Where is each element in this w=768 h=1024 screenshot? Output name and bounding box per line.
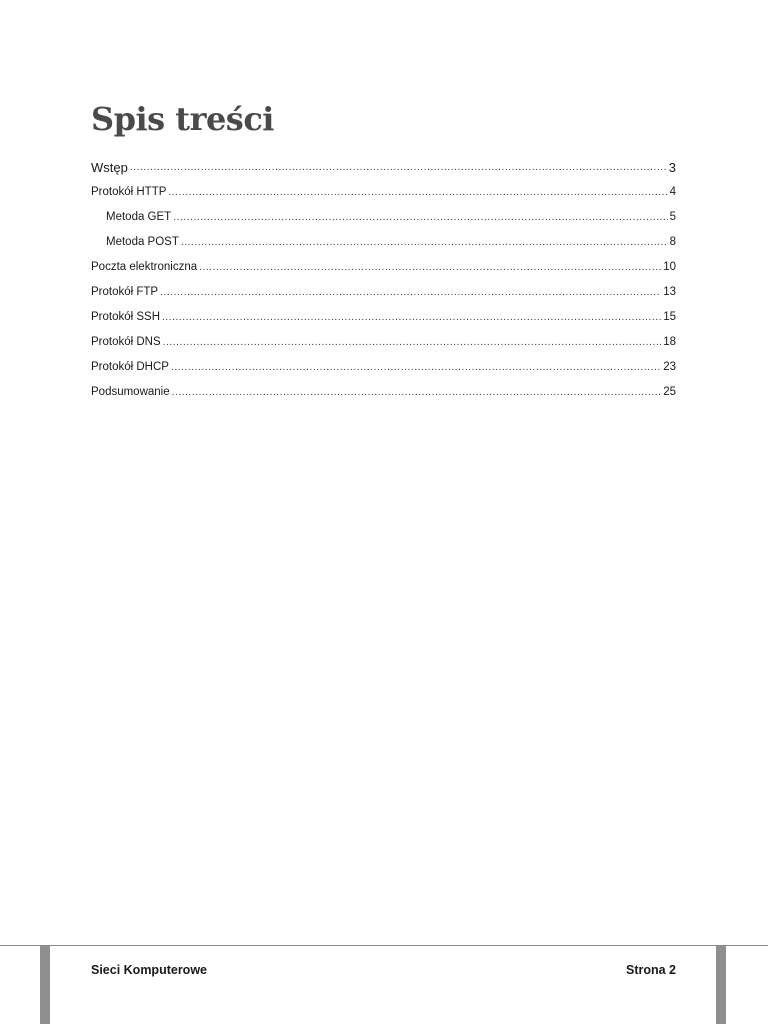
toc-page-number: 5	[669, 211, 676, 223]
footer-page-number: Strona 2	[625, 963, 676, 977]
toc-entry-protokol-ssh[interactable]	[91, 305, 676, 330]
toc-dot-leader	[168, 180, 667, 205]
toc-dot-leader	[199, 255, 661, 280]
toc-page-number: 3	[668, 160, 676, 175]
toc-dot-leader	[172, 380, 662, 405]
footer-document-title: Sieci Komputerowe	[91, 963, 207, 977]
toc-entry-poczta-elektroniczna[interactable]	[91, 255, 676, 280]
toc-entry-label: Protokół FTP	[91, 286, 159, 298]
toc-entry-label: Protokół DNS	[91, 336, 161, 348]
footer-divider	[0, 945, 768, 946]
toc-dot-leader	[163, 330, 662, 355]
toc-page-number: 4	[669, 186, 676, 198]
toc-entry-label: Metoda GET	[106, 211, 172, 223]
toc-entry-podsumowanie[interactable]	[91, 380, 676, 405]
toc-entry-protokol-dns[interactable]	[91, 330, 676, 355]
toc-entry-protokol-dhcp[interactable]	[91, 355, 676, 380]
toc-page-number: 13	[663, 286, 676, 298]
toc-entry-wstep[interactable]	[91, 155, 676, 180]
toc-page-number: 10	[663, 261, 676, 273]
toc-entry-label: Podsumowanie	[91, 386, 170, 398]
toc-entry-label: Poczta elektroniczna	[91, 261, 198, 273]
toc-dot-leader	[173, 205, 667, 230]
page-title: Spis treści	[91, 100, 274, 138]
toc-entry-metoda-get[interactable]	[91, 205, 676, 230]
toc-entry-protokol-http[interactable]	[91, 180, 676, 205]
toc-entry-label: Protokół HTTP	[91, 186, 167, 198]
toc-page-number: 25	[663, 386, 676, 398]
toc-page-number: 8	[669, 236, 676, 248]
toc-entry-protokol-ftp[interactable]	[91, 280, 676, 305]
toc-entry-label: Metoda POST	[106, 236, 179, 248]
table-of-contents	[91, 155, 676, 405]
toc-entry-metoda-post[interactable]	[91, 230, 676, 255]
toc-dot-leader	[162, 305, 661, 330]
toc-entry-label: Protokół SSH	[91, 311, 161, 323]
footer-left-bar	[40, 946, 50, 1024]
toc-dot-leader	[130, 155, 667, 180]
toc-entry-label: Wstęp	[91, 160, 128, 175]
toc-dot-leader	[181, 230, 668, 255]
toc-dot-leader	[160, 280, 661, 305]
toc-entry-label: Protokół DHCP	[91, 361, 169, 373]
toc-page-number: 23	[663, 361, 676, 373]
toc-dot-leader	[171, 355, 661, 380]
footer-right-bar	[716, 946, 726, 1024]
toc-page-number: 18	[663, 336, 676, 348]
toc-page-number: 15	[663, 311, 676, 323]
